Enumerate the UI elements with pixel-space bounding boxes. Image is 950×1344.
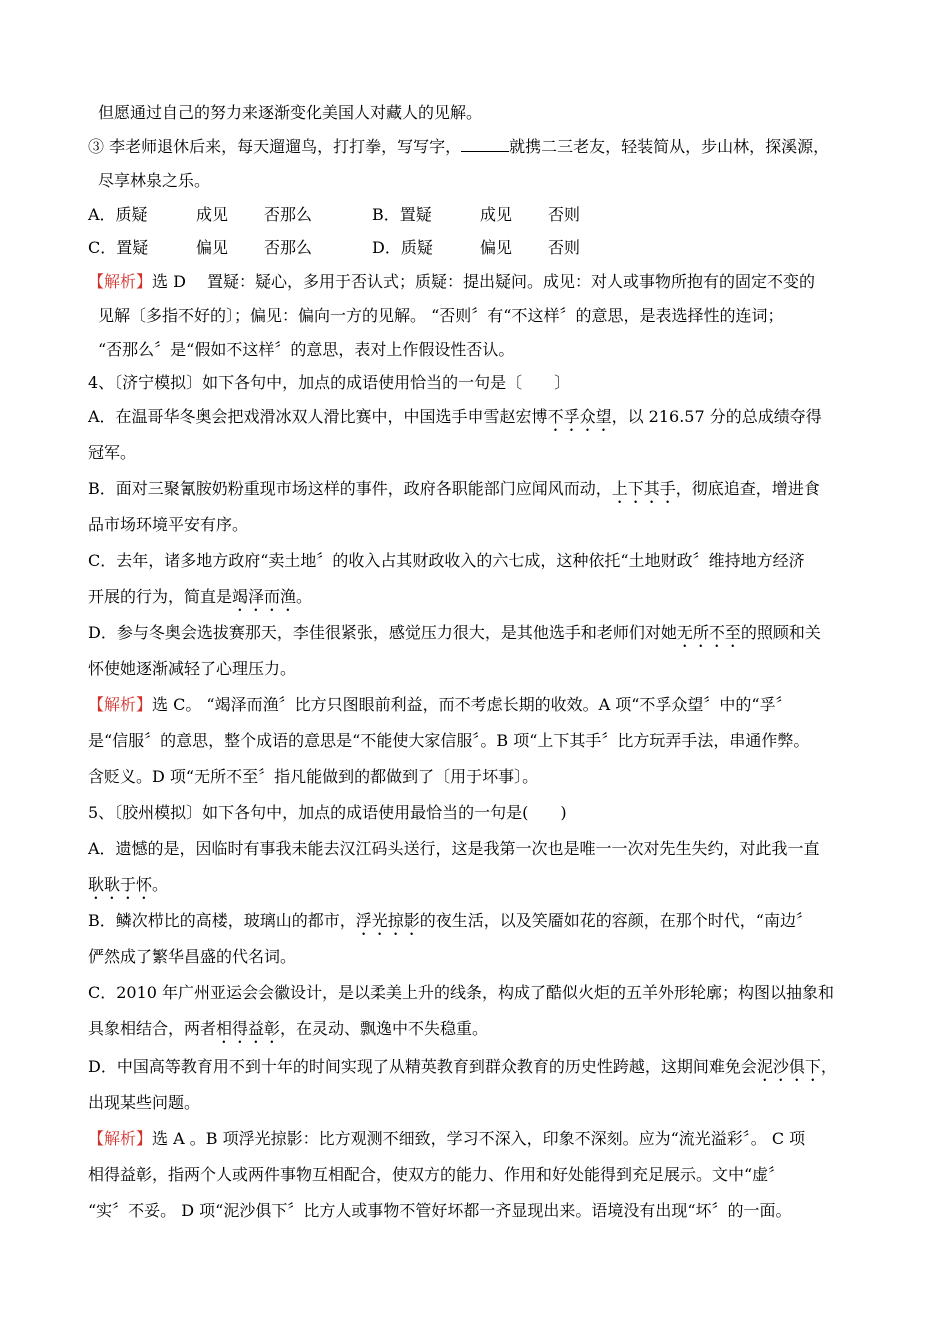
dotted-idiom: 无所不至: [676, 623, 741, 642]
dotted-idiom: 浮光掠影: [355, 911, 420, 930]
q3-line-1: 但愿通过自己的努力来逐渐变化美国人对藏人的见解。: [98, 103, 483, 122]
q5-option-a-cont: 耿耿于怀。: [88, 875, 169, 894]
q5-option-b: B．鳞次栉比的高楼，玻璃山的都市，浮光掠影的夜生活，以及笑靥如花的容颜，在那个时代，“南边〞: [88, 911, 812, 930]
dotted-idiom: 耿耿于怀: [88, 875, 153, 894]
answer-tag: 【解析】: [88, 272, 153, 291]
q4-stem: 4、〔济宁模拟〕如下各句中，加点的成语使用恰当的一句是〔 〕: [88, 373, 571, 392]
fill-blank: [461, 137, 509, 152]
q3-options-ab: A．质疑 成见 否那么 B．置疑 成见 否则: [88, 205, 581, 224]
q4-option-d: D．参与冬奥会选拔赛那天，李佳很紧张，感觉压力很大，是其他选手和老师们对她无所不至的照顾和关: [88, 623, 821, 642]
q5-option-c-cont: 具象相结合，两者相得益彰，在灵动、飘逸中不失稳重。: [88, 1019, 489, 1038]
q5-option-d: D．中国高等教育用不到十年的时间实现了从精英教育到群众教育的历史性跨越，这期间难免会泥沙俱下，: [88, 1057, 837, 1076]
q4-option-b-cont: 品市场环境平安有序。: [88, 515, 249, 534]
q4-option-c-cont: 开展的行为，简直是竭泽而渔。: [88, 587, 313, 606]
q4-answer-line-3: 含贬义。D 项“无所不至〞指凡能做到的都做到了〔用于坏事〕。: [88, 767, 539, 786]
q3-answer-line-2: 见解〔多指不好的〕；偏见：偏向一方的见解。 “否则〞有“不这样〞的意思，是表选择性的连词；: [98, 306, 784, 325]
dotted-idiom: 竭泽而渔: [232, 587, 297, 606]
q5-option-a: A．遗憾的是，因临时有事我未能去汉江码头送行，这是我第一次也是唯一一次对先生失约，对此我一直: [88, 839, 820, 858]
q5-option-c: C．2010 年广州亚运会会徽设计，是以柔美上升的线条，构成了酷似火炬的五羊外形轮廓；构图以抽象和: [88, 983, 835, 1002]
q3-options-cd: C．置疑 偏见 否那么 D．质疑 偏见 否则: [88, 238, 581, 257]
answer-tag: 【解析】: [88, 695, 153, 714]
dotted-idiom: 上下其手: [611, 479, 676, 498]
q5-option-d-cont: 出现某些问题。: [88, 1093, 201, 1112]
q3-sentence-3: ③ 李老师退休后来，每天遛遛鸟，打打拳，写写字， 就携二三老友，轻装简从，步山林，探溪源，: [88, 137, 830, 156]
q4-answer-line-2: 是“信服〞的意思，整个成语的意思是“不能使大家信服〞。B 项“上下其手〞比方玩弄手法，串通作弊。: [88, 731, 810, 750]
q3-answer-line-3: “否那么〞是“假如不这样〞的意思，表对上作假设性否认。: [98, 340, 515, 359]
q3-answer-line-1: 【解析】选 D 置疑：疑心，多用于否认式；质疑：提出疑问。成见：对人或事物所抱有的固定不变的: [88, 272, 816, 291]
q5-stem: 5、〔胶州模拟〕如下各句中，加点的成语使用最恰当的一句是( ): [88, 803, 567, 822]
q4-answer-line-1: 【解析】选 C。 “竭泽而渔〞比方只图眼前利益，而不考虑长期的收效。A 项“不孚众望〞中的“孚〞: [88, 695, 792, 714]
q5-answer-line-1: 【解析】选 A 。B 项浮光掠影：比方观测不细致，学习不深入，印象不深刻。应为“流光溢彩〞。 C 项: [88, 1129, 806, 1148]
dotted-idiom: 泥沙俱下: [756, 1057, 821, 1076]
q4-option-d-cont: 怀使她逐渐减轻了心理压力。: [88, 659, 297, 678]
q5-answer-line-2: 相得益彰，指两个人或两件事物互相配合，使双方的能力、作用和好处能得到充足展示。文中“虚〞: [88, 1165, 785, 1184]
q4-option-a: A．在温哥华冬奥会把戏滑冰双人滑比赛中，中国选手申雪赵宏博不孚众望，以 216.57 分的总成绩夺得: [88, 407, 822, 426]
q5-answer-line-3: “实〞不妥。 D 项“泥沙俱下〞比方人或事物不管好坏都一齐显现出来。语境没有出现“坏〞的一面。: [88, 1201, 792, 1220]
q3-line-3: 尽享林泉之乐。: [98, 171, 211, 190]
q5-option-b-cont: 俨然成了繁华昌盛的代名词。: [88, 947, 297, 966]
q4-option-c: C．去年，诸多地方政府“卖土地〞的收入占其财政收入的六七成，这种依托“土地财政〞维持地方经济: [88, 551, 805, 570]
q4-option-b: B．面对三聚氰胺奶粉重现市场这样的事件，政府各职能部门应闻风而动，上下其手，彻底追查，增进食: [88, 479, 820, 498]
dotted-idiom: 不孚众望: [547, 407, 612, 426]
dotted-idiom: 相得益彰: [216, 1019, 281, 1038]
answer-tag: 【解析】: [88, 1129, 153, 1148]
q4-option-a-cont: 冠军。: [88, 443, 137, 462]
